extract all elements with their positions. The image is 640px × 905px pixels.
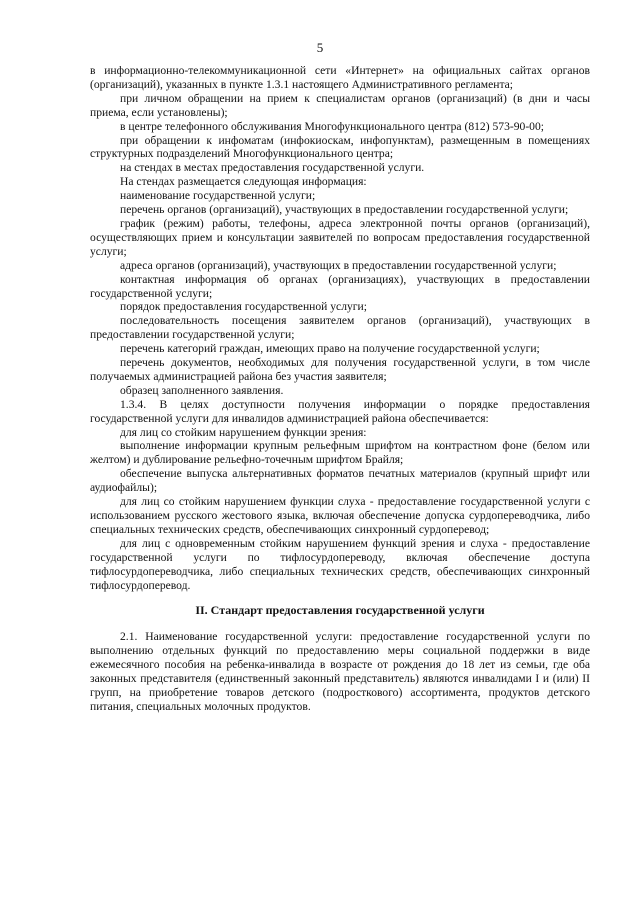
paragraph: при личном обращении на прием к специалистам органов (организаций) (в дни и часы приема, если установлены);: [90, 91, 590, 119]
paragraph: при обращении к инфоматам (инфокиоскам, инфопунктам), размещенным в помещениях структурных подразделений Многофункционального центра;: [90, 133, 590, 161]
paragraph: на стендах в местах предоставления государственной услуги.: [120, 161, 425, 175]
paragraph: выполнение информации крупным рельефным шрифтом на контрастном фоне (белом или желтом) и дублирование рельефно-точечным шрифтом Брайля;: [90, 439, 590, 467]
paragraph: для лиц со стойким нарушением функции слуха - предоставление государственной услуги с использованием русского жестового языка, включая обеспечение допуска сурдопереводчика, либо специальных технических средств, обеспечивающих синхронный сурдоперевод;: [90, 495, 590, 536]
paragraph: последовательность посещения заявителем органов (организаций), участвующих в предоставлении государственной услуги;: [90, 314, 590, 342]
paragraph: перечень документов, необходимых для получения государственной услуги, в том числе получаемых администрацией района без участия заявителя;: [90, 356, 590, 383]
document-body: [90, 64, 590, 714]
paragraph: порядок предоставления государственной услуги;: [120, 300, 367, 314]
paragraph: 1.3.4. В целях доступности получения информации о порядке предоставления государственной услуги для инвалидов администрацией района обеспечивается:: [90, 397, 590, 425]
paragraph: контактная информация об органах (организациях), участвующих в предоставлении государственной услуги;: [90, 272, 590, 300]
paragraph: для лиц со стойким нарушением функции зрения:: [120, 425, 367, 439]
paragraph: На стендах размещается следующая информация:: [120, 175, 367, 189]
paragraph: в информационно-телекоммуникационной сети «Интернет» на официальных сайтах органов (организаций), указанных в пункте 1.3.1 настоящего Административного регламента;: [90, 64, 590, 91]
page-number: 5: [316, 40, 324, 55]
paragraph: для лиц с одновременным стойким нарушением функций зрения и слуха - предоставление государственной услуги по тифлосурдопереводу, включая обеспечение доступа тифлосурдопереводчика, либо специальных технических средств, обеспечивающих синхронный тифлосурдоперевод.: [90, 536, 590, 592]
paragraph: график (режим) работы, телефоны, адреса электронной почты органов (организаций), осуществляющих прием и консультации заявителей по вопросам предоставления государственной услуги;: [90, 216, 590, 258]
paragraph: наименование государственной услуги;: [120, 189, 316, 203]
section-heading: II. Стандарт предоставления государственной услуги: [195, 603, 485, 618]
paragraph: обеспечение выпуска альтернативных форматов печатных материалов (крупный шрифт или аудиофайлы);: [90, 467, 590, 495]
paragraph: перечень органов (организаций), участвующих в предоставлении государственной услуги;: [120, 203, 569, 217]
paragraph: в центре телефонного обслуживания Многофункционального центра (812) 573-90-00;: [120, 119, 544, 133]
paragraph: перечень категорий граждан, имеющих право на получение государственной услуги;: [120, 342, 540, 356]
section-paragraph: 2.1. Наименование государственной услуги: предоставление государственной услуги по выполнению отдельных функций по предоставлению меры социальной поддержки в виде ежемесячного пособия на ребенка-инвалида в возрасте от рождения до 18 лет из семьи, где оба законных представителя (единственный законный представитель) являются инвалидами I и (или) II групп, на приобретение товаров детского (подросткового) ассортимента, продуктов детского питания, специальных молочных продуктов.: [90, 630, 590, 713]
paragraph: образец заполненного заявления.: [120, 383, 284, 397]
paragraph: адреса органов (организаций), участвующих в предоставлении государственной услуги;: [120, 258, 557, 272]
